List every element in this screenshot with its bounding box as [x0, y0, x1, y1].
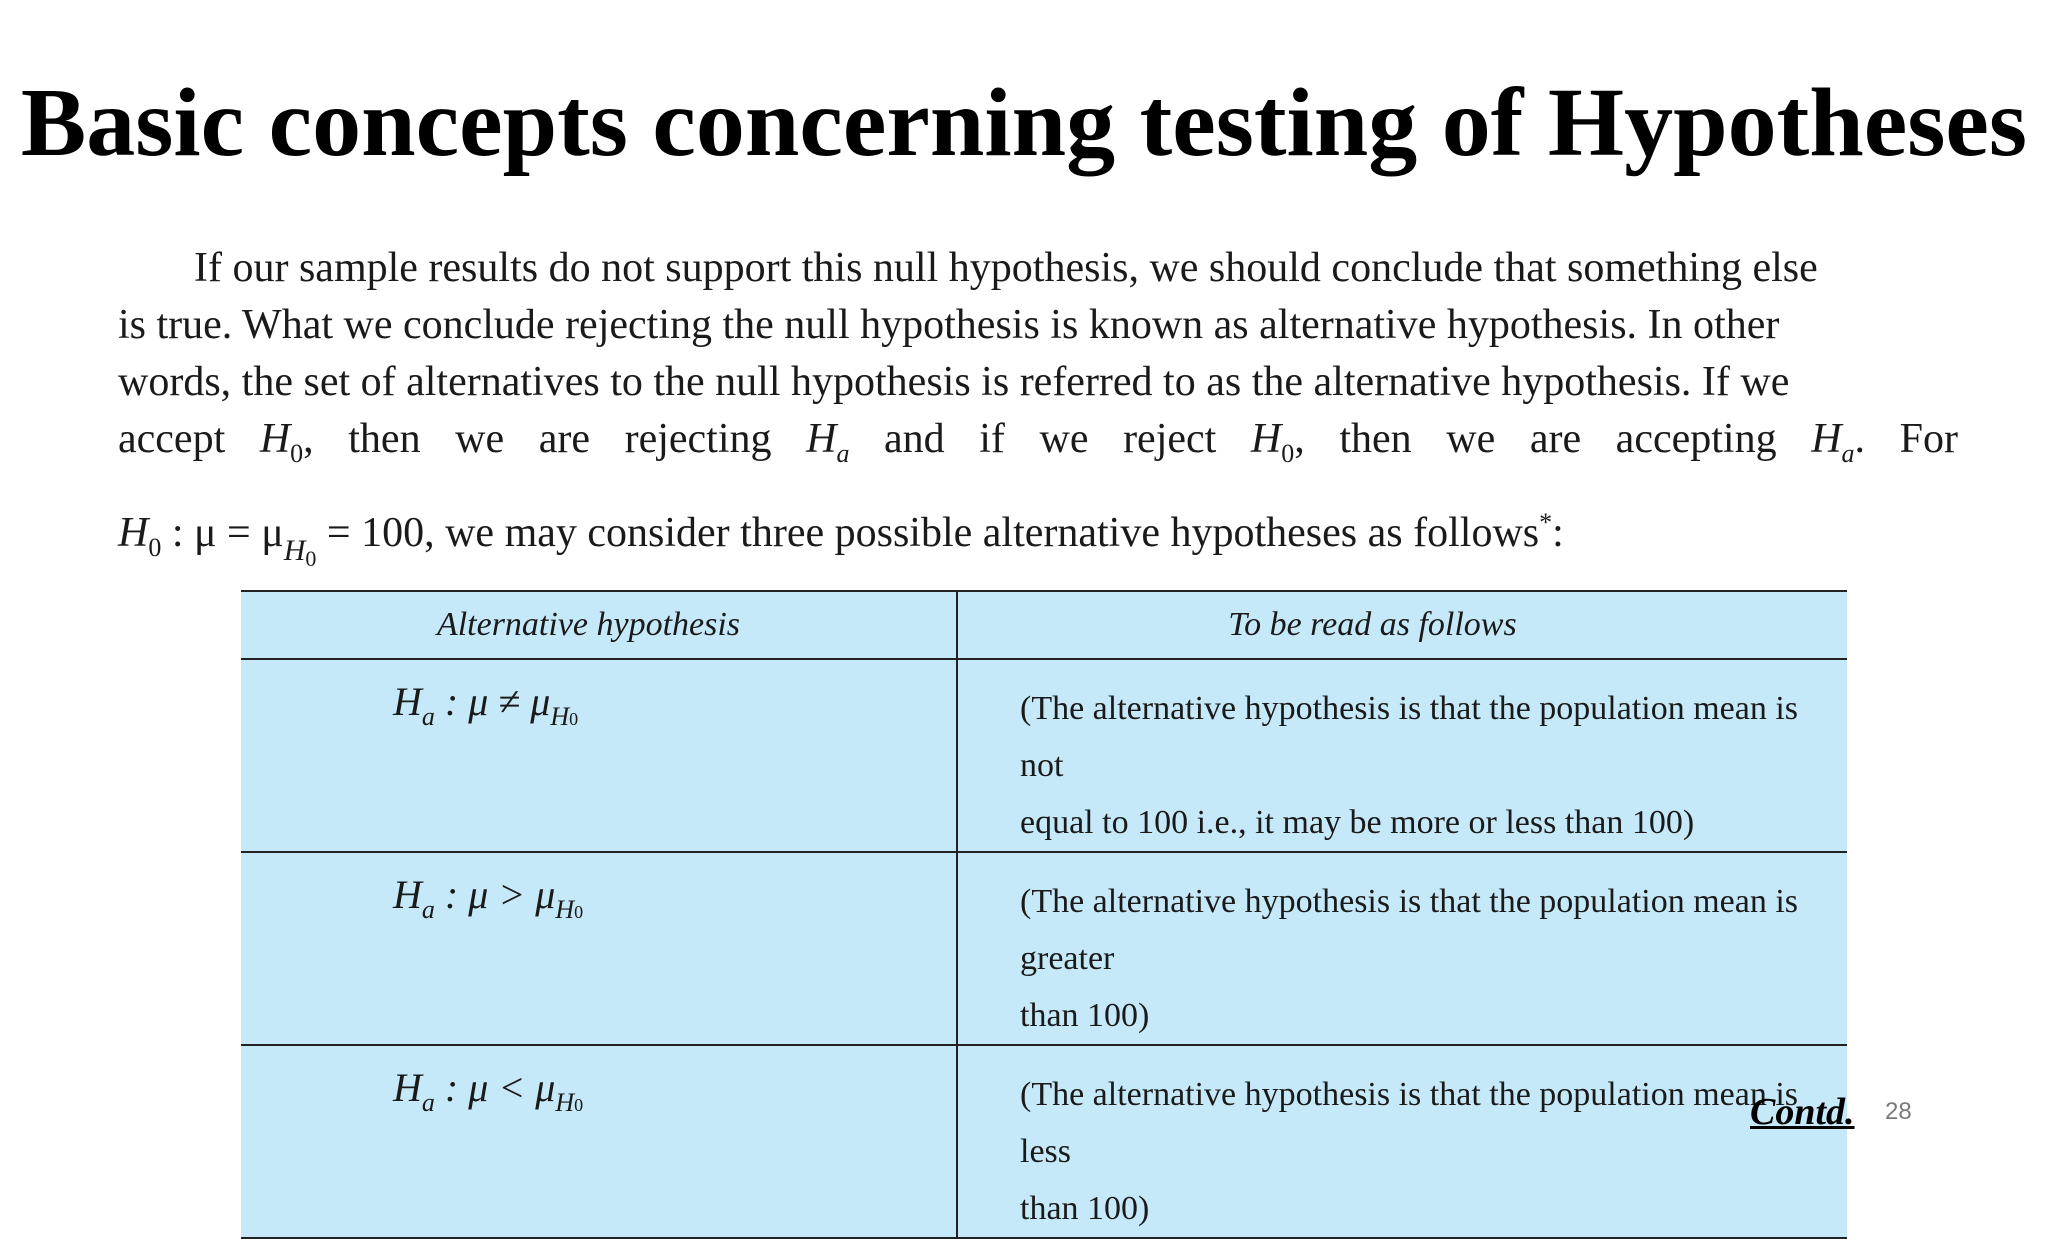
slide-title: Basic concepts concerning testing of Hypotheses	[20, 69, 2028, 177]
footnote-asterisk: *	[1539, 508, 1553, 537]
table-row	[241, 852, 1847, 1045]
header-to-be-read-as-follows: To be read as follows	[957, 591, 1847, 659]
hypothesis-less-than: $H_a$ : $\mu < \mu_{H0}$	[241, 1045, 957, 1238]
text-accepting: , then we are accepting	[1294, 416, 1812, 462]
symbol-h0: $H_0$	[259, 416, 304, 468]
text-for: . For	[1854, 416, 1958, 462]
text-reject: and if we reject	[849, 416, 1251, 462]
symbol-h0: $H_0$	[118, 510, 162, 562]
table-row	[241, 659, 1847, 852]
text-colon: :	[1552, 510, 1564, 556]
page-number: 28	[1885, 1098, 1912, 1125]
symbol-ha: $H_a$	[806, 416, 850, 468]
header-alternative-hypothesis: Alternative hypothesis	[241, 591, 957, 659]
formula-mu: : μ = μ	[161, 510, 284, 556]
body-paragraph	[118, 240, 1958, 587]
reading-not-equal: (The alternative hypothesis is that the population mean is not equal to 100 i.e., it may be more or less than 100)	[957, 659, 1847, 852]
paragraph-line-4	[118, 411, 1958, 482]
paragraph-line-3: words, the set of alternatives to the null hypothesis is referred to as the alternative hypothesis. If we	[118, 359, 1790, 405]
hypothesis-not-equal: $H_a$ : $\mu \ne \mu_{H0}$	[241, 659, 957, 852]
symbol-h0-subscript: H0	[283, 534, 317, 571]
contd-link[interactable]: Contd.	[1750, 1091, 1855, 1133]
symbol-h0: $H_0$	[1250, 416, 1295, 468]
text-consider: , we may consider three possible alternative hypotheses as follows	[424, 510, 1540, 556]
reading-greater-than: (The alternative hypothesis is that the population mean is greater than 100)	[957, 852, 1847, 1045]
paragraph-line-1: If our sample results do not support this null hypothesis, we should conclude that something else	[194, 245, 1818, 291]
formula-value: = 100	[316, 510, 425, 556]
symbol-ha: $H_a$	[1811, 416, 1855, 468]
table-row	[241, 1045, 1847, 1238]
text-rejecting: , then we are rejecting	[303, 416, 807, 462]
hypothesis-greater-than: $H_a$ : $\mu > \mu_{H0}$	[241, 852, 957, 1045]
alternative-hypotheses-table	[241, 590, 1847, 1239]
paragraph-line-5	[118, 494, 1958, 587]
paragraph-line-2: is true. What we conclude rejecting the null hypothesis is known as alternative hypothesis. In other	[118, 302, 1780, 348]
reading-less-than: (The alternative hypothesis is that the population mean is less than 100)	[957, 1045, 1847, 1238]
table-header-row	[241, 591, 1847, 659]
text-accept: accept	[118, 416, 260, 462]
